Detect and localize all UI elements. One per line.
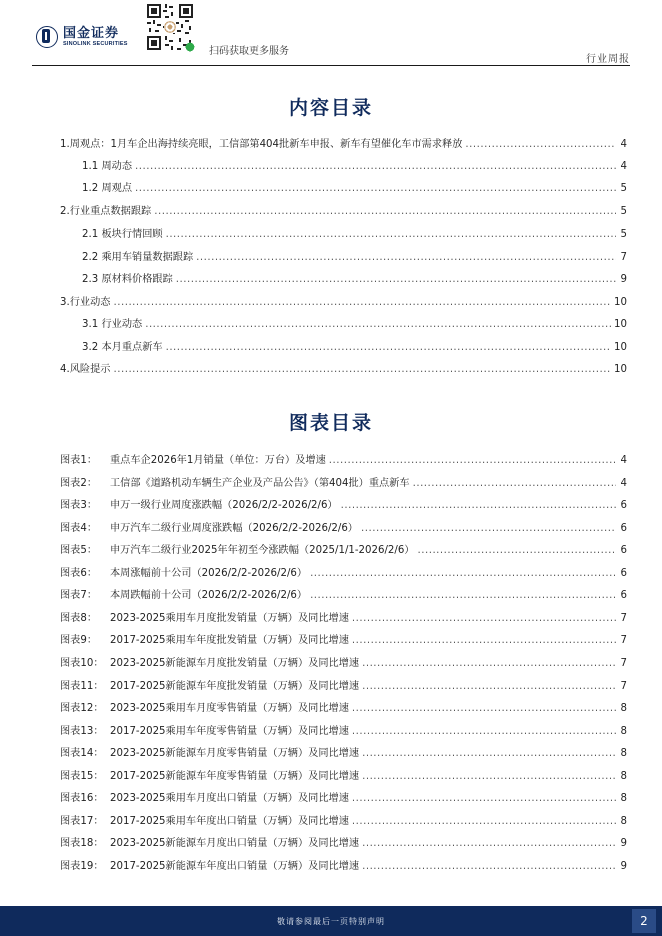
figure-item[interactable]: 图表7： 本周跌幅前十公司（2026/2/2-2026/2/6） ..... 6 bbox=[60, 586, 627, 602]
figure-item[interactable]: 图表12： 2023-2025乘用车月度零售销量（万辆）及同比增速 ..... 8 bbox=[60, 699, 627, 715]
toc-item[interactable]: 3.1 行业动态 ..... 10 bbox=[82, 315, 627, 331]
toc-item[interactable]: 2.行业重点数据跟踪 ..... 5 bbox=[60, 202, 627, 218]
figure-item[interactable]: 图表14： 2023-2025新能源车月度零售销量（万辆）及同比增速 ..... 8 bbox=[60, 744, 627, 760]
toc-item[interactable]: 1.1 周动态 ..... 4 bbox=[82, 157, 627, 173]
toc-item[interactable]: 1.周观点：1月车企出海持续亮眼，工信部第404批新车申报、新车有望催化车市需求释放 ..... 4 bbox=[60, 135, 627, 151]
figure-item[interactable]: 图表5： 申万汽车二级行业2025年年初至今涨跌幅（2025/1/1-2026/2/6） ..... 6 bbox=[60, 541, 627, 557]
figure-item[interactable]: 图表1： 重点车企2026年1月销量（单位：万台）及增速 ..... 4 bbox=[60, 451, 627, 467]
toc-item[interactable]: 3.2 本月重点新车 ..... 10 bbox=[82, 338, 627, 354]
toc-item[interactable]: 1.2 周观点 ..... 5 bbox=[82, 179, 627, 195]
qr-code-icon[interactable] bbox=[145, 2, 195, 52]
toc-item[interactable]: 3.行业动态 ..... 10 bbox=[60, 293, 627, 309]
toc-item[interactable]: 2.1 板块行情回顾 ..... 5 bbox=[82, 225, 627, 241]
toc-item[interactable]: 2.2 乘用车销量数据跟踪 ..... 7 bbox=[82, 248, 627, 264]
logo-english-name: SINOLINK SECURITIES bbox=[63, 40, 128, 47]
figure-item[interactable]: 图表3： 申万一级行业周度涨跌幅（2026/2/2-2026/2/6） ..... 6 bbox=[60, 496, 627, 512]
header-divider bbox=[32, 65, 630, 66]
logo-chinese-name: 国金证券 bbox=[63, 25, 120, 41]
footer-disclaimer: 敬请参阅最后一页特别声明 bbox=[277, 917, 385, 926]
figures-title: 图表目录 bbox=[288, 412, 373, 434]
toc-item[interactable]: 2.3 原材料价格跟踪 ..... 9 bbox=[82, 270, 627, 286]
figure-item[interactable]: 图表17： 2017-2025乘用车年度出口销量（万辆）及同比增速 ..... 8 bbox=[60, 812, 627, 828]
figure-item[interactable]: 图表2： 工信部《道路机动车辆生产企业及产品公告》（第404批）重点新车 ..... 4 bbox=[60, 474, 627, 490]
figure-item[interactable]: 图表16： 2023-2025乘用车月度出口销量（万辆）及同比增速 ..... 8 bbox=[60, 789, 627, 805]
figure-item[interactable]: 图表6： 本周涨幅前十公司（2026/2/2-2026/2/6） ..... 6 bbox=[60, 564, 627, 580]
logo-emblem-icon bbox=[36, 26, 58, 48]
figure-item[interactable]: 图表9： 2017-2025乘用车年度批发销量（万辆）及同比增速 ..... 7 bbox=[60, 631, 627, 647]
figure-item[interactable]: 图表4： 申万汽车二级行业周度涨跌幅（2026/2/2-2026/2/6） ..... 6 bbox=[60, 519, 627, 535]
toc-item[interactable]: 4.风险提示 ..... 10 bbox=[60, 360, 627, 376]
company-logo bbox=[36, 26, 128, 48]
qr-caption: 扫码获取更多服务 bbox=[209, 46, 289, 57]
figure-item[interactable]: 图表8： 2023-2025乘用车月度批发销量（万辆）及同比增速 ..... 7 bbox=[60, 609, 627, 625]
page-header bbox=[0, 0, 662, 66]
figure-item[interactable]: 图表10： 2023-2025新能源车月度批发销量（万辆）及同比增速 ..... 7 bbox=[60, 654, 627, 670]
page-footer bbox=[0, 906, 662, 936]
figure-item[interactable]: 图表11： 2017-2025新能源车年度批发销量（万辆）及同比增速 ..... 7 bbox=[60, 677, 627, 693]
figure-item[interactable]: 图表19： 2017-2025新能源车年度出口销量（万辆）及同比增速 ..... 9 bbox=[60, 857, 627, 873]
toc-title: 内容目录 bbox=[288, 97, 373, 119]
figure-item[interactable]: 图表18： 2023-2025新能源车月度出口销量（万辆）及同比增速 ..... 9 bbox=[60, 834, 627, 850]
page-number: 2 bbox=[632, 909, 656, 933]
figure-item[interactable]: 图表15： 2017-2025新能源车年度零售销量（万辆）及同比增速 ..... 8 bbox=[60, 767, 627, 783]
figure-item[interactable]: 图表13： 2017-2025乘用车年度零售销量（万辆）及同比增速 ..... 8 bbox=[60, 722, 627, 738]
report-type-label: 行业周报 bbox=[586, 54, 630, 65]
